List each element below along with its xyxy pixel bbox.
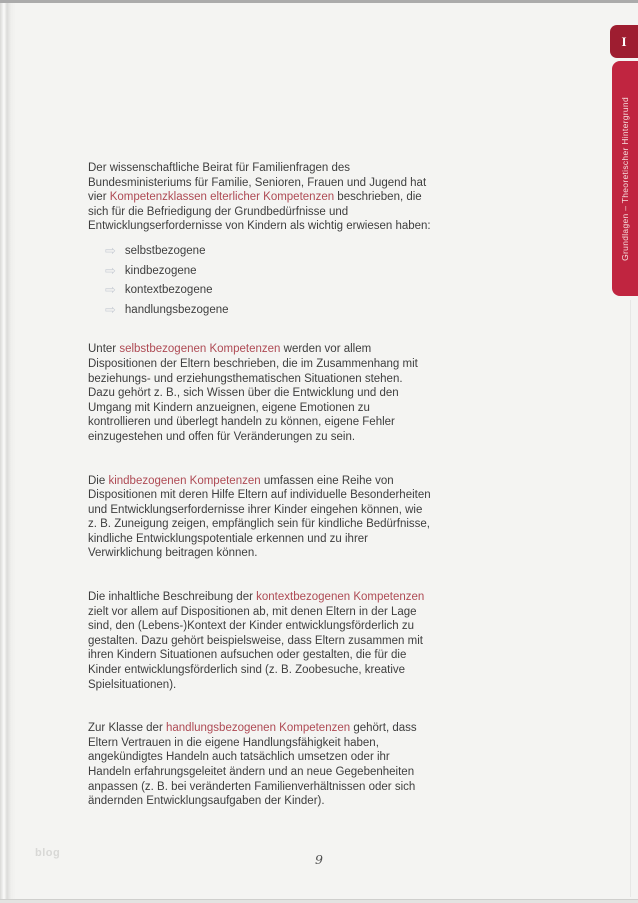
list-item [105,243,432,258]
page-edge-left [0,3,16,903]
arrow-right-icon: ⇨ [105,262,116,278]
highlighted-term: handlungsbezogenen Kompetenzen [165,722,351,735]
chapter-tab-label: Grundlagen – Theoretischer Hintergrund [620,96,630,261]
paragraph-text: zielt vor allem auf Dispositionen ab, mit denen Eltern in der Lage sind, den (Lebens-)Kontext der Kinder entwicklungsförderlich zu gestalten. Dazu gehört beispielsweise, dass Eltern zusammen mit ihren Kindern Situationen aufsuchen oder gestalten, die für die Kinder entwicklungsförderlich sind (z. B. Zoobesuche, kreative Spielsituationen). [88,605,423,691]
paragraph-text: beschrieben, die sich für die Befriedigung der Grundbedürfnisse und Entwicklungserfordernisse von Kindern als wichtig erwiesen haben: [88,191,431,233]
paragraph-text: Der wissenschaftliche Beirat für Familienfragen des Bundesministeriums für Familie, Senioren, Frauen und Jugend hat vier [88,162,427,204]
watermark: blog [35,847,61,859]
paragraph-text: Zur Klasse der [88,722,166,735]
page-footer [0,851,638,869]
list-item-label: kontextbezogene [124,284,213,297]
paragraph-text: gehört, dass Eltern Vertrauen in die eigene Handlungsfähigkeit haben, angekündigtes Handeln auch tatsächlich umsetzen oder ihr Handeln erfahrungsgeleitet ändern und an neue Gegebenheiten anpassen (z. B. bei veränderten Familienverhältnissen oder sich ändernden Entwicklungsaufgaben der Kinder). [88,722,417,808]
paragraph-kindbezogene [88,474,432,562]
chapter-index-label: I [621,33,627,49]
paragraph-kontextbezogene [88,590,432,692]
chapter-tab [612,61,638,296]
highlighted-term: selbstbezogenen Kompetenzen [119,343,281,356]
text-column [88,161,432,838]
paragraph-text: Die [88,474,109,487]
page-edge-top [0,0,638,3]
list-item [105,302,432,317]
list-item-label: selbstbezogene [124,244,206,257]
paragraph-intro [88,161,432,234]
list-item [105,282,432,297]
paragraph-text: Unter [88,343,120,356]
paragraph-handlungsbezogene [88,721,432,809]
highlighted-term: kindbezogenen Kompetenzen [108,474,261,487]
list-item [105,263,432,278]
page-number: 9 [315,852,323,867]
paragraph-selbstbezogene [88,342,432,444]
arrow-right-icon: ⇨ [105,242,116,258]
list-item-label: kindbezogene [124,264,197,277]
list-item-label: handlungsbezogene [124,303,229,316]
chapter-index-badge [610,25,638,58]
highlighted-term: kontextbezogenen Kompetenzen [256,591,425,604]
arrow-right-icon: ⇨ [105,282,116,298]
paragraph-text: werden vor allem Dispositionen der Eltern beschrieben, die im Zusammenhang mit beziehungs- und erziehungsthematischen Situationen stehen. Dazu gehört z. B., sich Wissen über die Entwicklung und den Umgang mit Kindern anzueignen, eigene Emotionen zu kontrollieren und überlegt handeln zu können, eigene Fehler einzugestehen und offen für Veränderungen zu sein. [88,343,418,443]
paragraph-text: Die inhaltliche Beschreibung der [88,591,257,604]
highlighted-term: Kompetenzklassen elterlicher Kompetenzen [109,191,335,204]
arrow-right-icon: ⇨ [105,301,116,317]
competence-list [88,243,432,316]
page-edge-right [630,300,631,897]
paragraph-text: umfassen eine Reihe von Dispositionen mit deren Hilfe Eltern auf individuelle Besonderheiten und Entwicklungserfordernisse ihrer Kinder eingehen können, wie z. B. Zuneigung zeigen, empfänglich sein für kindliche Bedürfnisse, kindliche Entwicklungspotentiale erkennen und zu ihrer Verwirklichung beitragen können. [88,474,431,560]
